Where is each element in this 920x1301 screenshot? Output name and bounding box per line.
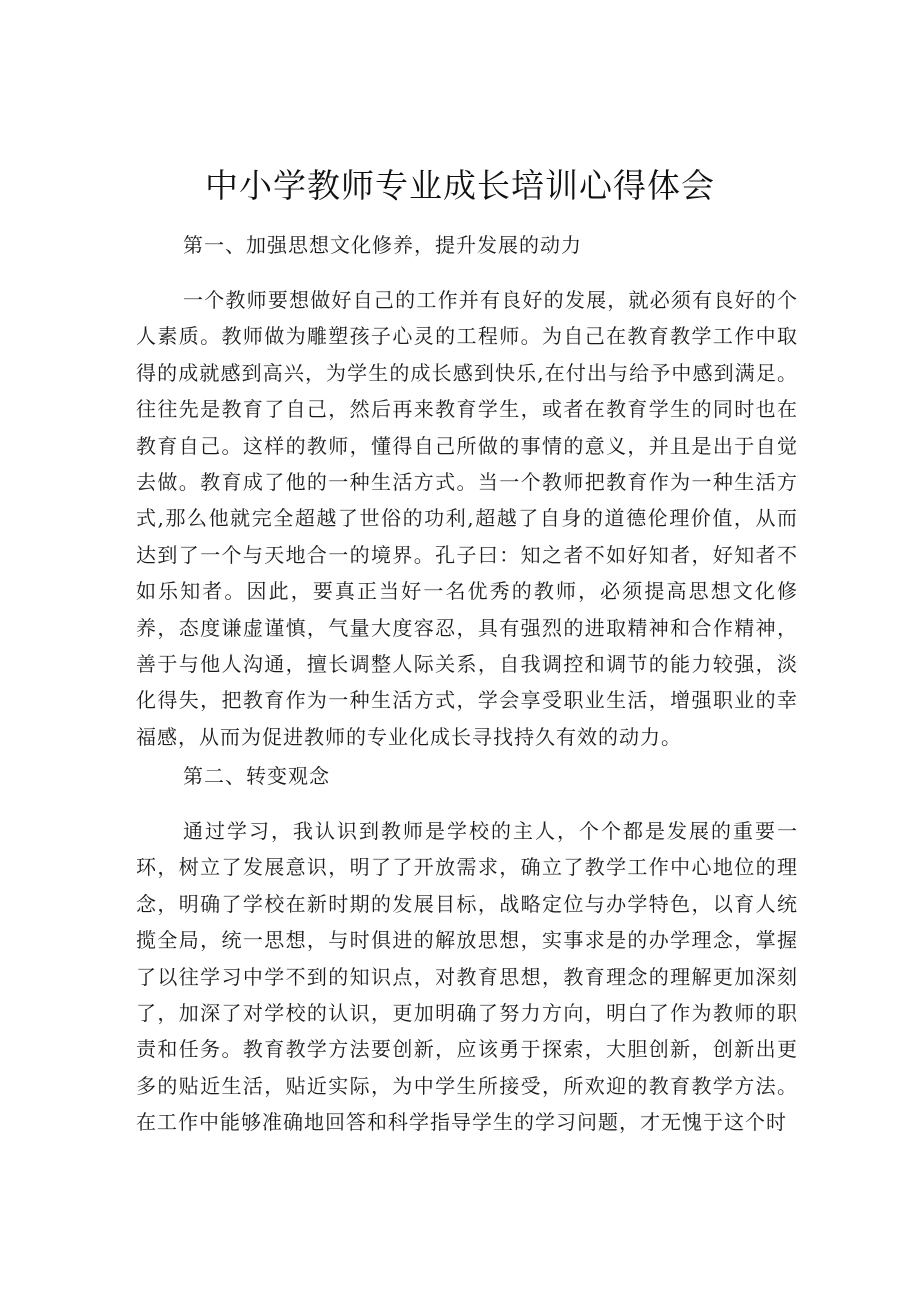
section-heading-2: 第二、转变观念 <box>183 764 330 788</box>
document-title: 中小学教师专业成长培训心得体会 <box>205 166 715 205</box>
section-heading-1: 第一、加强思想文化修养，提升发展的动力 <box>183 233 582 257</box>
section-paragraph-1: 一个教师要想做好自己的工作并有良好的发展，就必须有良好的个人素质。教师做为雕塑孩子心灵的工程师。为自己在教育教学工作中取得的成就感到高兴，为学生的成长感到快乐,在付出与给予中感到满足。往往先是教育了自己，然后再来教育学生，或者在教育学生的同时也在教育自己。这样的教师，懂得自己所做的事情的意义，并且是出于自觉去做。教育成了他的一种生活方式。当一个教师把教育作为一种生活方式,那么他就完全超越了世俗的功利,超越了自身的道德伦理价值，从而达到了一个与天地合一的境界。孔子曰：知之者不如好知者，好知者不如乐知者。因此，要真正当好一名优秀的教师，必须提高思想文化修养，态度谦虚谨慎，气量大度容忍，具有强烈的进取精神和合作精神，善于与他人沟通，擅长调整人际关系，自我调控和调节的能力较强，淡化得失，把教育作为一种生活方式，学会享受职业生活，增强职业的幸福感，从而为促进教师的专业化成长寻找持久有效的动力。 <box>136 288 798 749</box>
section-paragraph-2: 通过学习，我认识到教师是学校的主人，个个都是发展的重要一环，树立了发展意识，明了了开放需求，确立了教学工作中心地位的理念，明确了学校在新时期的发展目标，战略定位与办学特色，以育人统揽全局，统一思想，与时俱进的解放思想，实事求是的办学理念，掌握了以往学习中学不到的知识点，对教育思想，教育理念的理解更加深刻了，加深了对学校的认识，更加明确了努力方向，明白了作为教师的职责和任务。教育教学方法要创新，应该勇于探索，大胆创新，创新出更多的贴近生活，贴近实际，为中学生所接受，所欢迎的教育教学方法。在工作中能够准确地回答和科学指导学生的学习问题，才无愧于这个时 <box>136 819 798 1135</box>
